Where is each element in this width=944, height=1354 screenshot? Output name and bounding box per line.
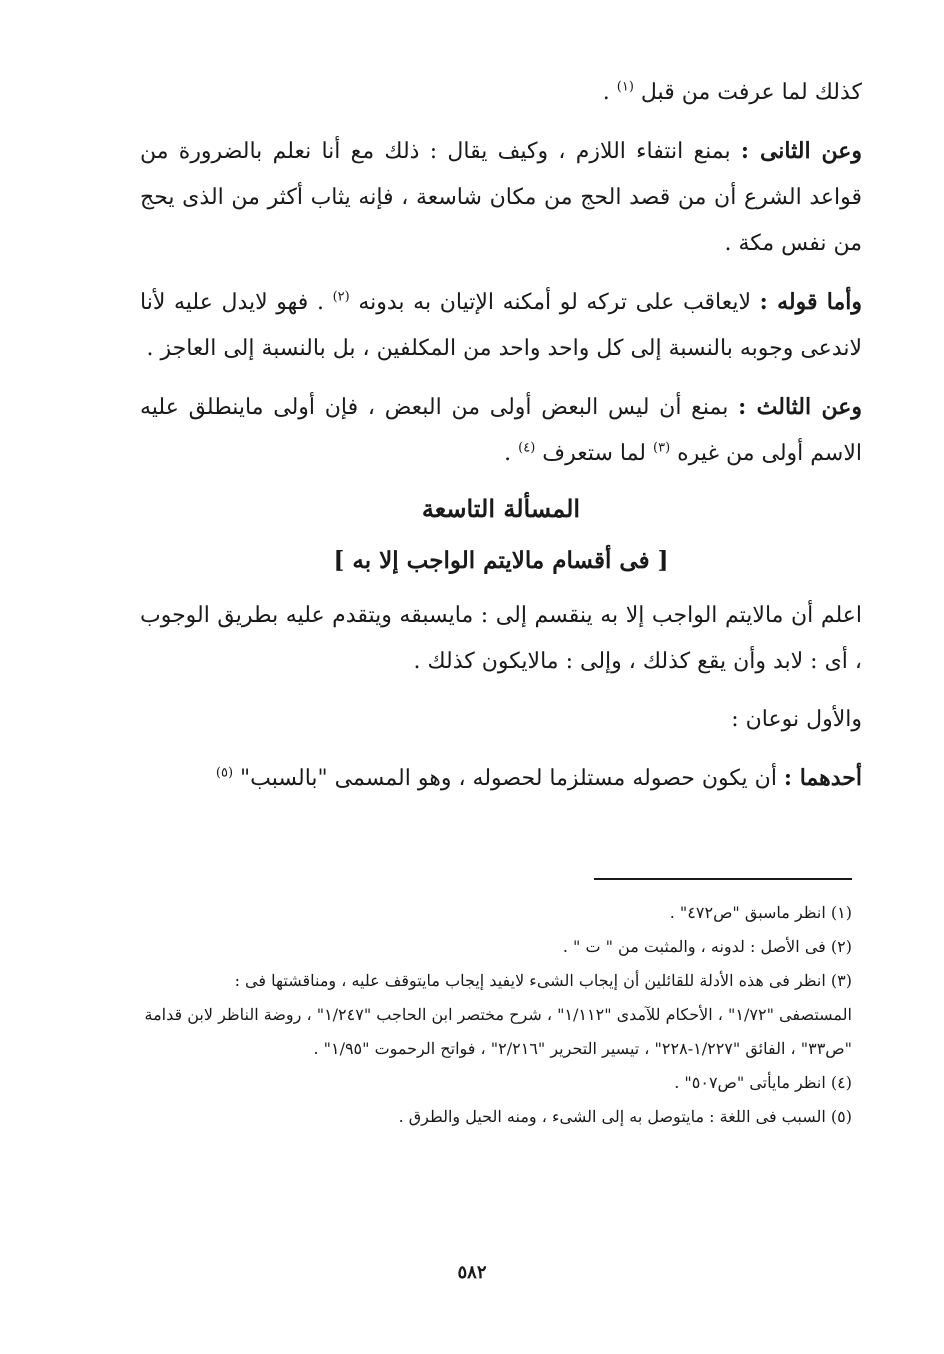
paragraph-tail: . — [602, 80, 617, 105]
footnote-ref-5[interactable]: (٥) — [215, 765, 234, 781]
footnote-text: انظر فى هذه الأدلة للقائلين أن إيجاب الشىء لايفيد إيجاب مايتوقف عليه ، ومناقشتها فى : — [234, 971, 831, 990]
footnote-text: انظر مايأتى "ص٥٠٧" . — [674, 1073, 831, 1092]
paragraph-text: لايعاقب على تركه لو أمكنه الإتيان به بدونه — [358, 290, 760, 315]
paragraph-text: والأول نوعان : — [731, 707, 862, 732]
section-subheading: [ فى أقسام مالايتم الواجب إلا به ] — [333, 547, 669, 574]
page-number: ٥٨٢ — [457, 1262, 487, 1283]
paragraph-4 — [140, 384, 862, 477]
footnote-number: (٥) — [830, 1107, 852, 1126]
footnote-text: انظر ماسبق "ص٤٧٢" . — [669, 903, 831, 922]
footnote-3-sources — [140, 998, 852, 1066]
footnote-5 — [140, 1100, 852, 1134]
paragraph-6 — [140, 697, 862, 743]
footnote-number: (٢) — [830, 937, 852, 956]
paragraph-7 — [140, 755, 862, 802]
paragraph-text: بمنع أن ليس البعض أولى من البعض ، فإن أولى ماينطلق عليه الاسم أولى من غيره — [140, 395, 862, 466]
paragraph-2 — [140, 128, 862, 267]
footnote-4 — [140, 1066, 852, 1100]
paragraph-text: كذلك لما عرفت من قبل — [640, 80, 862, 105]
paragraph-tail: . — [504, 441, 519, 466]
paragraph-text: بمنع انتفاء اللازم ، وكيف يقال : ذلك مع أنا نعلم بالضرورة من قواعد الشرع أن من قصد الحج من مكان شاسعة ، فإنه يثاب أكثر من الذى يحج من نفس مكة . — [140, 139, 862, 256]
paragraph-lead: وأما قوله : — [759, 289, 862, 315]
paragraph-lead: وعن الثالث : — [738, 394, 863, 420]
paragraph-text: اعلم أن مالايتم الواجب إلا به ينقسم إلى : مايسبقه ويتقدم عليه بطريق الوجوب ، أى : لابد وأن يقع كذلك ، وإلى : مالايكون كذلك . — [140, 603, 862, 674]
footnotes — [140, 896, 852, 1134]
footnote-text: المستصفى "١/٧٢" ، الأحكام للآمدى "١/١١٢" ، شرح مختصر ابن الحاجب "١/٢٤٧" ، روضة الناظر لابن قدامة "ص٣٣" ، الفائق "١/٢٢٧-٢٢٨" ، تيسير التحرير "٢/٢١٦" ، فواتح الرحموت "١/٩٥" . — [144, 1005, 852, 1058]
footnote-1 — [140, 896, 852, 930]
footnote-ref-1[interactable]: (١) — [616, 79, 634, 95]
paragraph-mid: لما ستعرف — [542, 441, 654, 466]
paragraph-tail: . فهو لايدل عليه لأنا لاندعى وجوبه بالنسبة إلى كل واحد واحد من المكلفين ، بل بالنسبة إلى العاجز . — [140, 290, 862, 361]
paragraph-lead: وعن الثانى : — [740, 138, 862, 164]
paragraph-5 — [140, 593, 862, 685]
section-heading: المسألة التاسعة — [421, 494, 581, 523]
footnote-2 — [140, 930, 852, 964]
paragraph-lead: أحدهما : — [783, 765, 862, 791]
paragraph-1 — [140, 70, 862, 116]
paragraph-3 — [140, 279, 862, 372]
footnote-number: (٤) — [830, 1073, 852, 1092]
footnote-text: السبب فى اللغة : مايتوصل به إلى الشىء ، ومنه الحيل والطرق . — [398, 1107, 831, 1126]
footnote-ref-2[interactable]: (٢) — [332, 289, 350, 305]
footnote-number: (٣) — [830, 971, 852, 990]
footnote-3 — [140, 964, 852, 998]
paragraph-text: أن يكون حصوله مستلزما لحصوله ، وهو المسمى "بالسبب" — [240, 766, 784, 791]
footnote-number: (١) — [830, 903, 852, 922]
main-text — [140, 70, 862, 814]
footnote-ref-4[interactable]: (٤) — [518, 440, 536, 456]
footnote-divider — [594, 878, 852, 880]
footnote-ref-3[interactable]: (٣) — [653, 440, 671, 456]
footnote-text: فى الأصل : لدونه ، والمثبت من " ت " . — [562, 937, 831, 956]
